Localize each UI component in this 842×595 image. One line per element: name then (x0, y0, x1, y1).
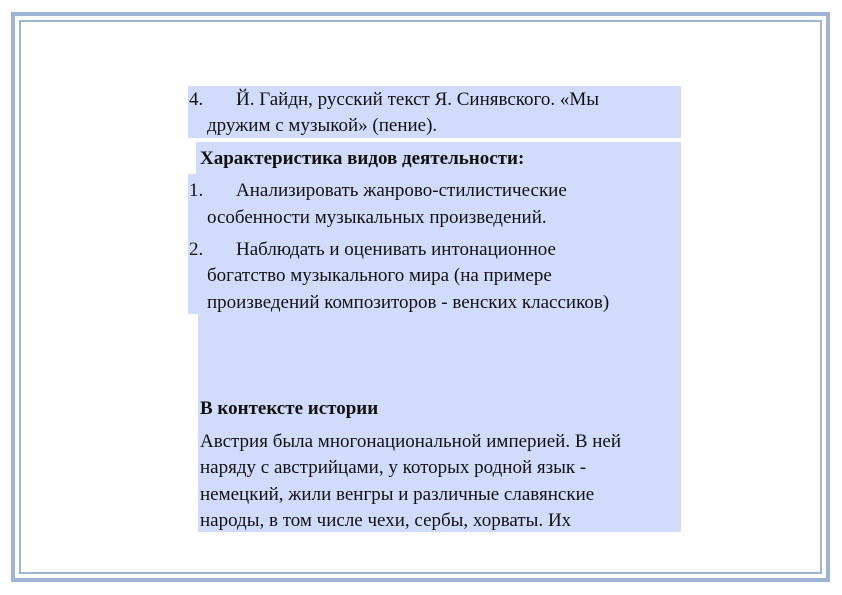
list-item-text-line: дружим с музыкой» (пение). (207, 115, 438, 136)
activities-heading: Характеристика видов деятельности: (200, 148, 525, 169)
list-item-text-line: богатство музыкального мира (на примере (207, 265, 552, 286)
list-item-text-line: особенности музыкальных произведений. (207, 207, 547, 228)
list-item-text-line: произведений композиторов - венских классиков) (207, 292, 610, 313)
history-text-line: немецкий, жили венгры и различные славянские (200, 484, 595, 505)
list-number: 1. (189, 180, 204, 201)
history-heading: В контексте истории (200, 398, 379, 419)
list-item-text-line: Наблюдать и оценивать интонационное (236, 239, 556, 260)
list-item-text-line: Анализировать жанрово-стилистические (236, 180, 567, 201)
history-text-line: наряду с австрийцами, у которых родной язык - (200, 457, 587, 478)
list-item-text-line: Й. Гайдн, русский текст Я. Синявского. «Мы (236, 89, 600, 110)
list-number: 4. (189, 89, 204, 110)
history-text-line: Австрия была многонациональной империей. В ней (200, 431, 622, 452)
list-number: 2. (189, 239, 204, 260)
history-text-line: народы, в том числе чехи, сербы, хорваты. Их (200, 510, 572, 531)
